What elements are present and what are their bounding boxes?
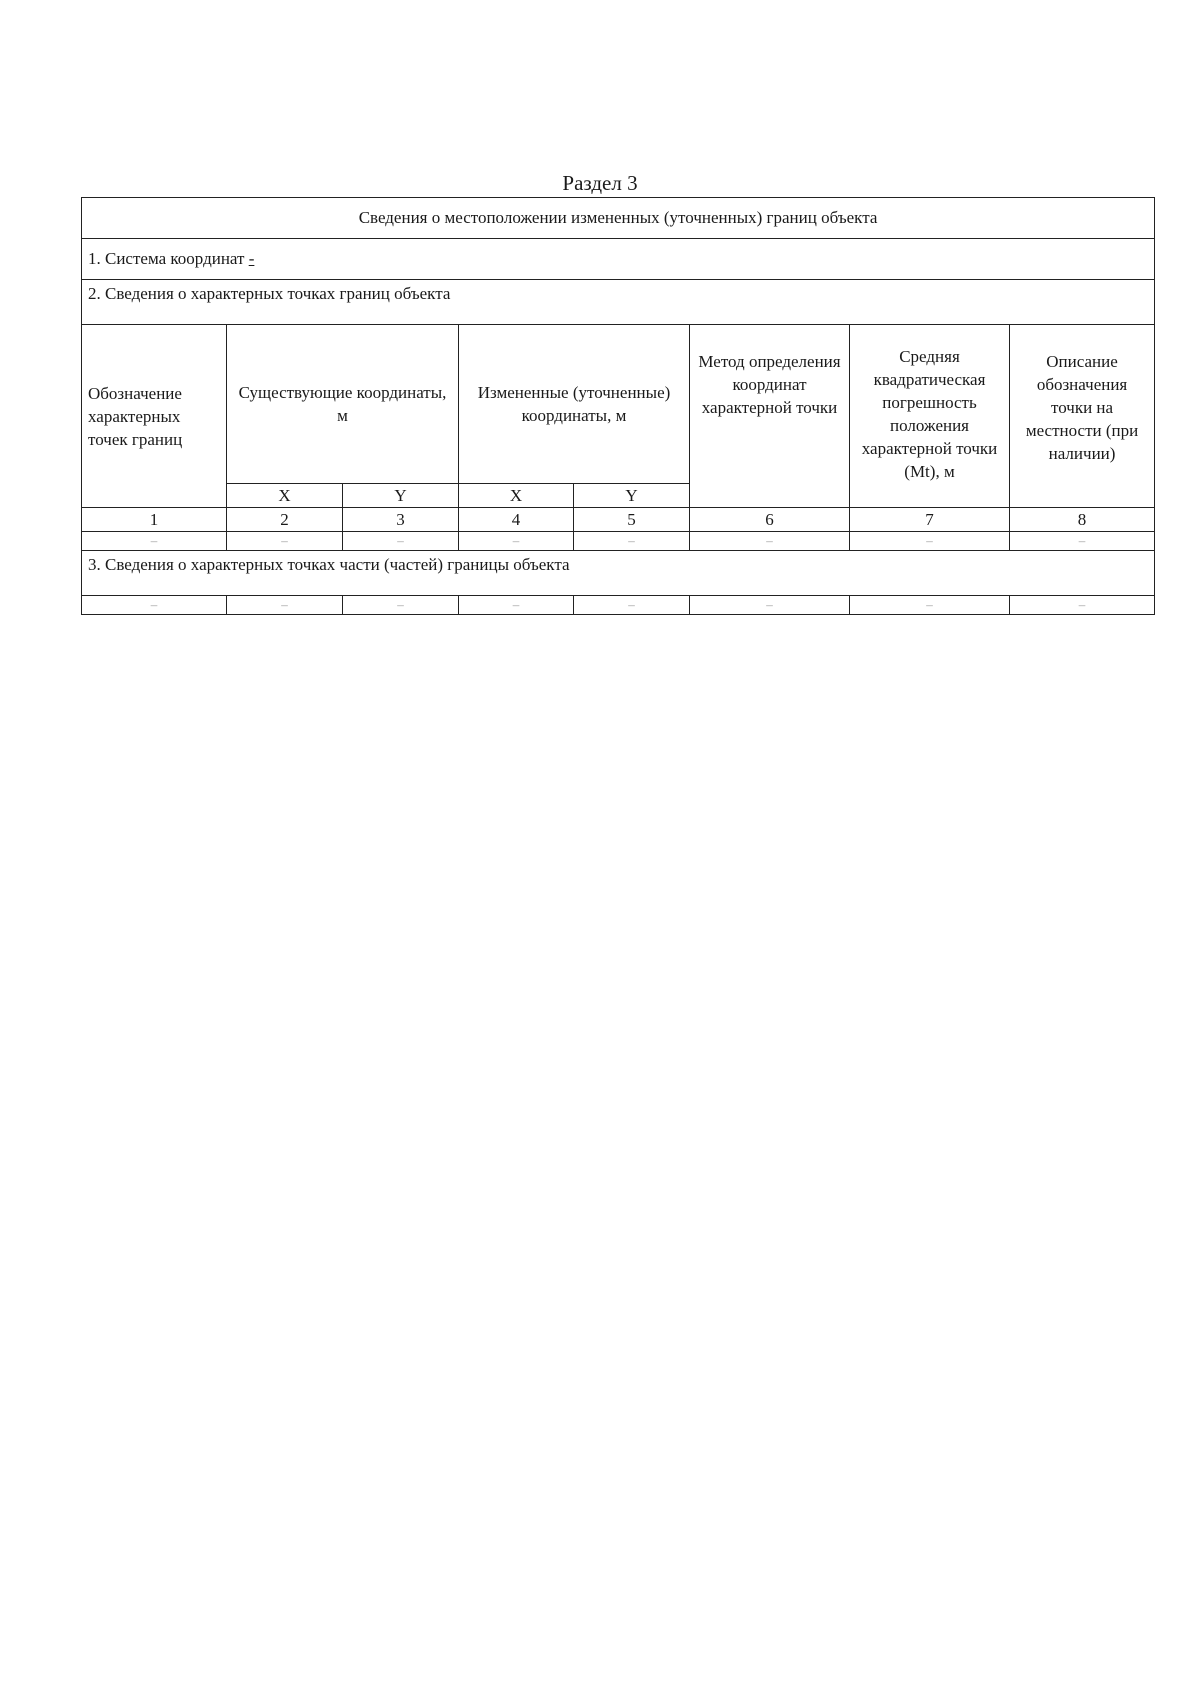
parts-heading-row — [82, 551, 1155, 596]
coord-system-label: 1. Система координат — [88, 249, 245, 268]
points-heading-row — [82, 280, 1155, 325]
header-existing-x: X — [227, 484, 343, 508]
header-designation: Обозначение характерных точек границ — [82, 325, 227, 508]
table-cell: – — [459, 532, 574, 551]
table-banner: Сведения о местоположении измененных (уточненных) границ объекта — [82, 198, 1155, 239]
table-cell: – — [343, 532, 459, 551]
table-row — [82, 596, 1155, 615]
header-changed-coords: Измененные (уточненные) координаты, м — [459, 325, 690, 484]
column-number: 2 — [227, 508, 343, 532]
points-heading: 2. Сведения о характерных точках границ объекта — [82, 280, 1155, 325]
table-cell: – — [574, 596, 690, 615]
column-number: 3 — [343, 508, 459, 532]
header-description: Описание обозначения точки на местности (при наличии) — [1010, 325, 1155, 508]
table-cell: – — [343, 596, 459, 615]
header-changed-x: X — [459, 484, 574, 508]
boundary-points-table — [81, 197, 1155, 615]
header-method: Метод определения координат характерной точки — [690, 325, 850, 508]
table-cell: – — [574, 532, 690, 551]
column-number: 7 — [850, 508, 1010, 532]
table-row — [82, 532, 1155, 551]
column-number: 8 — [1010, 508, 1155, 532]
table-cell: – — [82, 532, 227, 551]
table-cell: – — [227, 532, 343, 551]
column-number: 1 — [82, 508, 227, 532]
column-number: 4 — [459, 508, 574, 532]
table-cell: – — [459, 596, 574, 615]
coord-system-cell — [82, 239, 1155, 280]
header-rms-error: Средняя квадратическая погрешность положения характерной точки (Mt), м — [850, 325, 1010, 508]
column-header-row — [82, 325, 1155, 484]
table-banner-row — [82, 198, 1155, 239]
table-cell: – — [1010, 596, 1155, 615]
table-cell: – — [1010, 532, 1155, 551]
column-number: 5 — [574, 508, 690, 532]
table-cell: – — [82, 596, 227, 615]
column-number: 6 — [690, 508, 850, 532]
parts-heading: 3. Сведения о характерных точках части (частей) границы объекта — [82, 551, 1155, 596]
section-title: Раздел 3 — [562, 171, 638, 195]
coord-system-value: - — [248, 249, 255, 268]
table-cell: – — [850, 532, 1010, 551]
table-cell: – — [690, 596, 850, 615]
column-number-row — [82, 508, 1155, 532]
header-changed-y: Y — [574, 484, 690, 508]
coord-system-row — [82, 239, 1155, 280]
header-existing-coords: Существующие координаты, м — [227, 325, 459, 484]
table-cell: – — [227, 596, 343, 615]
table-cell: – — [690, 532, 850, 551]
table-cell: – — [850, 596, 1010, 615]
header-existing-y: Y — [343, 484, 459, 508]
